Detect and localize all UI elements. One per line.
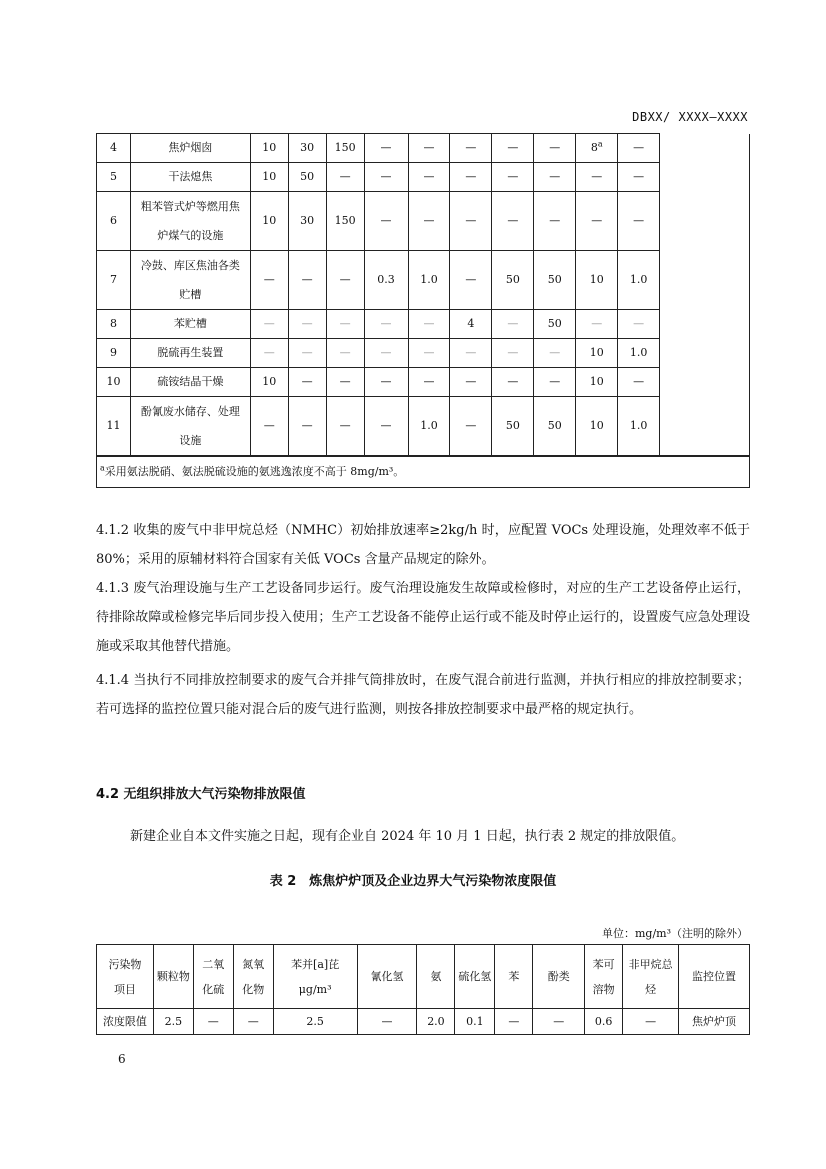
value-cell: 30 xyxy=(288,192,326,251)
value-cell: — xyxy=(326,368,364,397)
value-cell: 10 xyxy=(576,339,618,368)
clause-4-1-3: 4.1.3 废气治理设施与生产工艺设备同步运行。废气治理设施发生故障或检修时，对应的生产工艺设备停止运行，待排除故障或检修完毕后同步投入使用；生产工艺设备不能停止运行或不能及时停止运行的，设置废气应急处理设施或采取其他替代措施。 xyxy=(96,581,750,654)
value-cell: — xyxy=(250,397,288,457)
blank-cell xyxy=(660,251,750,310)
value-cell: 50 xyxy=(534,251,576,310)
value-cell: — xyxy=(326,163,364,192)
header-cell: 非甲烷总 烃 xyxy=(623,945,679,1009)
table-row xyxy=(97,339,750,368)
value-cell: — xyxy=(618,134,660,163)
value-cell: — xyxy=(533,1009,585,1035)
value-cell: — xyxy=(364,397,408,457)
row-number-cell: 11 xyxy=(97,397,131,457)
value-cell: — xyxy=(534,368,576,397)
value-cell: 1.0 xyxy=(618,339,660,368)
value-cell: — xyxy=(450,339,492,368)
value-cell: — xyxy=(450,368,492,397)
header-cell: 氮氧 化物 xyxy=(233,945,273,1009)
source-name-cell: 焦炉烟囱 xyxy=(130,134,250,163)
page-number: 6 xyxy=(118,1052,126,1066)
value-cell: — xyxy=(364,310,408,339)
value-cell: — xyxy=(492,368,534,397)
value-cell: — xyxy=(618,368,660,397)
value-cell: 0.1 xyxy=(455,1009,495,1035)
value-cell: 10 xyxy=(576,397,618,457)
value-cell: — xyxy=(408,310,450,339)
table-2-unit: 单位：mg/m³（注明的除外） xyxy=(601,927,748,940)
table-row xyxy=(97,163,750,192)
value-cell: 150 xyxy=(326,192,364,251)
value-cell: — xyxy=(492,192,534,251)
header-cell: 苯 xyxy=(495,945,533,1009)
value-cell: 150 xyxy=(326,134,364,163)
value-cell: 2.5 xyxy=(153,1009,193,1035)
value-cell: — xyxy=(576,192,618,251)
value-cell: 4 xyxy=(450,310,492,339)
value-cell: — xyxy=(250,251,288,310)
source-name-cell: 苯贮槽 xyxy=(130,310,250,339)
value-cell: 50 xyxy=(492,251,534,310)
value-cell: 10 xyxy=(250,163,288,192)
value-cell: — xyxy=(450,192,492,251)
table-2-title: 表 2 炼焦炉炉顶及企业边界大气污染物浓度限值 xyxy=(269,874,557,889)
value-cell: — xyxy=(288,339,326,368)
row-number-cell: 9 xyxy=(97,339,131,368)
table-row xyxy=(97,368,750,397)
row-number-cell: 7 xyxy=(97,251,131,310)
value-cell: — xyxy=(618,163,660,192)
row-number-cell: 10 xyxy=(97,368,131,397)
blank-cell xyxy=(660,163,750,192)
value-cell: — xyxy=(193,1009,233,1035)
table-row xyxy=(97,192,750,251)
value-row xyxy=(97,1009,750,1035)
value-cell: — xyxy=(492,310,534,339)
header-cell: 颗粒物 xyxy=(153,945,193,1009)
value-cell: 1.0 xyxy=(618,251,660,310)
value-cell: 50 xyxy=(492,397,534,457)
row-number-cell: 5 xyxy=(97,163,131,192)
value-cell: — xyxy=(492,339,534,368)
table-row xyxy=(97,310,750,339)
value-cell: 2.5 xyxy=(273,1009,357,1035)
value-cell: 1.0 xyxy=(408,251,450,310)
value-cell: — xyxy=(450,163,492,192)
value-cell: — xyxy=(618,192,660,251)
blank-cell xyxy=(660,368,750,397)
value-cell: — xyxy=(408,368,450,397)
value-cell: 焦炉炉顶 xyxy=(679,1009,750,1035)
value-cell: — xyxy=(450,134,492,163)
value-cell: — xyxy=(495,1009,533,1035)
value-cell: — xyxy=(618,310,660,339)
value-cell: — xyxy=(450,251,492,310)
value-cell: 8$^a$ xyxy=(576,134,618,163)
header-cell: 氨 xyxy=(417,945,455,1009)
value-cell: 10 xyxy=(576,368,618,397)
footnote-cell xyxy=(97,456,750,488)
source-name-cell: 冷鼓、库区焦油各类 贮槽 xyxy=(130,251,250,310)
value-cell: 0.3 xyxy=(364,251,408,310)
footnote-text: 采用氨法脱硝、氨法脱硫设施的氨逃逸浓度不高于 8mg/m³。 xyxy=(104,465,405,478)
value-cell: — xyxy=(288,310,326,339)
value-cell: — xyxy=(364,368,408,397)
value-cell: — xyxy=(364,192,408,251)
blank-cell xyxy=(660,397,750,457)
value-cell: — xyxy=(534,134,576,163)
value-cell: 50 xyxy=(288,163,326,192)
value-cell: 10 xyxy=(250,368,288,397)
header-cell: 二氧 化硫 xyxy=(193,945,233,1009)
row-number-cell: 4 xyxy=(97,134,131,163)
value-cell: — xyxy=(492,163,534,192)
footnote-row xyxy=(97,456,750,488)
fugitive-emission-limits-table xyxy=(96,944,750,1035)
value-cell: — xyxy=(534,339,576,368)
header-row xyxy=(97,945,750,1009)
value-cell: — xyxy=(364,339,408,368)
clause-4-1-4: 4.1.4 当执行不同排放控制要求的废气合并排气筒排放时，在废气混合前进行监测，并执行相应的排放控制要求；若可选择的监控位置只能对混合后的废气进行监测，则按各排放控制要求中最严格的规定执行。 xyxy=(96,673,750,717)
clause-4-1-2: 4.1.2 收集的废气中非甲烷总烃（NMHC）初始排放速率≥2kg/h 时，应配置 VOCs 处理设施，处理效率不低于 80%；采用的原辅材料符合国家有关低 VOCs 含量产品规定的除外。 xyxy=(96,523,750,567)
value-cell: — xyxy=(450,397,492,457)
value-cell: 2.0 xyxy=(417,1009,455,1035)
value-cell: — xyxy=(250,310,288,339)
source-name-cell: 脱硫再生装置 xyxy=(130,339,250,368)
value-cell: — xyxy=(623,1009,679,1035)
value-cell: — xyxy=(326,310,364,339)
value-cell: — xyxy=(357,1009,417,1035)
emission-limits-table-continued xyxy=(96,133,750,488)
value-cell: 50 xyxy=(534,397,576,457)
value-cell: — xyxy=(364,134,408,163)
footnote-marker: a xyxy=(100,463,105,473)
blank-cell xyxy=(660,310,750,339)
value-cell: — xyxy=(534,163,576,192)
value-cell: 10 xyxy=(250,134,288,163)
blank-cell xyxy=(660,192,750,251)
value-cell: 10 xyxy=(576,251,618,310)
value-cell: — xyxy=(233,1009,273,1035)
value-cell: 1.0 xyxy=(618,397,660,457)
value-cell: — xyxy=(492,134,534,163)
table-row xyxy=(97,251,750,310)
table-row xyxy=(97,397,750,457)
source-name-cell: 硫铵结晶干燥 xyxy=(130,368,250,397)
value-cell: — xyxy=(408,192,450,251)
value-cell: — xyxy=(576,310,618,339)
row-number-cell: 6 xyxy=(97,192,131,251)
header-cell: 苯并[a]芘 μg/m³ xyxy=(273,945,357,1009)
header-cell: 酚类 xyxy=(533,945,585,1009)
value-cell: — xyxy=(576,163,618,192)
row-number-cell: 8 xyxy=(97,310,131,339)
section-4-2-intro: 新建企业自本文件实施之日起，现有企业自 2024 年 10 月 1 日起，执行表 2 规定的排放限值。 xyxy=(130,829,685,844)
header-cell: 氰化氢 xyxy=(357,945,417,1009)
section-title-4-2: 4.2 无组织排放大气污染物排放限值 xyxy=(96,787,306,802)
header-cell: 污染物 项目 xyxy=(97,945,154,1009)
value-cell: — xyxy=(288,368,326,397)
blank-cell xyxy=(660,134,750,163)
value-cell: — xyxy=(288,251,326,310)
value-cell: — xyxy=(326,339,364,368)
header-cell: 苯可 溶物 xyxy=(585,945,623,1009)
value-cell: — xyxy=(408,163,450,192)
value-cell: 50 xyxy=(534,310,576,339)
value-cell: — xyxy=(326,251,364,310)
source-name-cell: 酚氰废水储存、处理 设施 xyxy=(130,397,250,457)
value-cell: 1.0 xyxy=(408,397,450,457)
value-cell: 30 xyxy=(288,134,326,163)
value-cell: — xyxy=(408,339,450,368)
value-cell: 0.6 xyxy=(585,1009,623,1035)
value-cell: 10 xyxy=(250,192,288,251)
value-cell: — xyxy=(326,397,364,457)
header-cell: 硫化氢 xyxy=(455,945,495,1009)
value-cell: — xyxy=(250,339,288,368)
value-cell: 浓度限值 xyxy=(97,1009,154,1035)
source-name-cell: 粗苯管式炉等燃用焦 炉煤气的设施 xyxy=(130,192,250,251)
source-name-cell: 干法熄焦 xyxy=(130,163,250,192)
value-cell: — xyxy=(364,163,408,192)
value-cell: — xyxy=(534,192,576,251)
value-cell: — xyxy=(408,134,450,163)
footnote-marker: a xyxy=(597,139,603,149)
value-cell: — xyxy=(288,397,326,457)
table-row xyxy=(97,134,750,163)
header-cell: 监控位置 xyxy=(679,945,750,1009)
document-code: DBXX/ XXXX—XXXX xyxy=(632,110,748,124)
blank-cell xyxy=(660,339,750,368)
